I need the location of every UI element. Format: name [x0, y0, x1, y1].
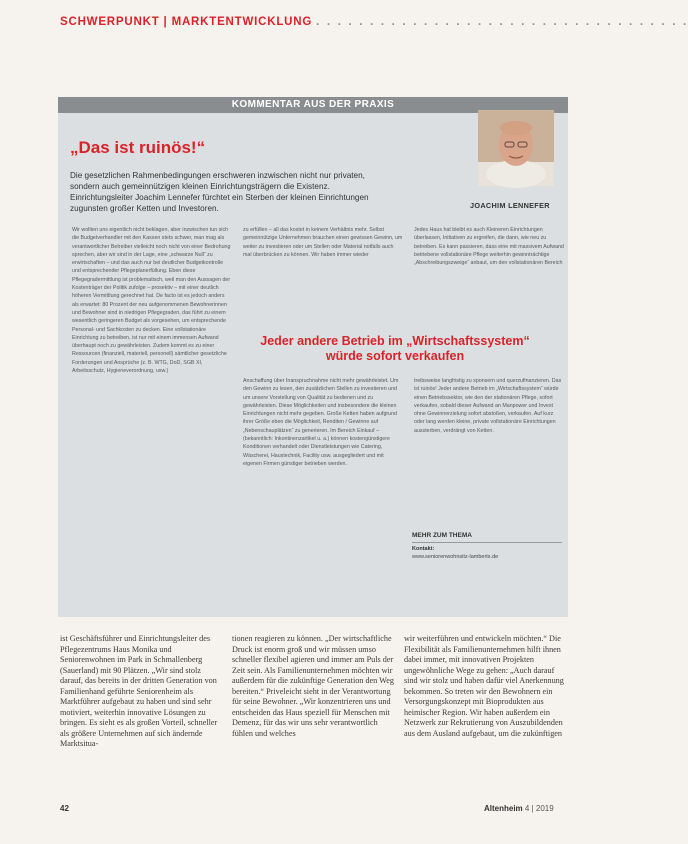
- commentary-column-2b: Anschaffung über Inanspruchnahme nicht mehr gewährleistet. Um den Gewinn zu lesen, den zusätzlichen Stellen zu investieren und um unsere Vorstellung von Qualität zu bedienen und zu gewährleisten. Diese Möglichkeiten und insbesondere die kleinen Einrichtungen nicht mehr gegeben. Große Ketten haben aufgrund ihrer Größe eben die Möglichkeit, Renditen / Gewinne auf „Nebenschauplätzen“ zu generieren. Im Bereich Einkauf – (bekanntlich: Inkontinenzartikel u. a.) können kostengünstigere Konditionen verhandelt oder Dienstleistungen wie Catering, Wäscherei, Haustechnik, Facility usw. ausgegliedert und mit eigenen Firmen günstiger betrieben werden.: [243, 378, 399, 467]
- more-title: MEHR ZUM THEMA: [412, 532, 472, 539]
- more-divider: [412, 542, 562, 543]
- commentary-column-3b: treibsweise langfristig zu sponsern und querzufinanzieren. Das ist ruinös! Jeder andere Betrieb im „Wirtschaftssystem“ würde einen Betriebssektor, wie den der stationären Pflege, sofort verkaufen, sobald dieser Aufwand an Manpower und Invest ohne Gewinnerzielung sofort abstoßen, verkaufen. Auf kurz oder lang werden kleine, private vollstationäre Einrichtungen aussterben, verdrängt von Ketten.: [414, 378, 562, 434]
- commentary-headline: „Das ist ruinös!“: [70, 138, 206, 157]
- pull-quote: Jeder andere Betrieb im „Wirtschaftssystem“ würde sofort verkaufen: [260, 334, 530, 363]
- commentary-column-2: zu erfüllen – all das kostet in keinem Verhältnis mehr. Selbst gemeinnützige Unternehmen brauchen einen gewissen Gewinn, um weiter zu investieren oder um Stellen oder Material notfalls auch mal überbrücken zu können. Wir haben immer wieder: [243, 227, 403, 258]
- section-header: [60, 16, 688, 28]
- portrait-image: [478, 110, 554, 186]
- section-label: SCHWERPUNKT: [60, 16, 160, 28]
- header-dots: . . . . . . . . . . . . . . . . . . . . . . . . . . . . . . . . . . .: [316, 16, 688, 28]
- commentary-lead: Die gesetzlichen Rahmenbedingungen erschweren inzwischen nicht nur privaten, sondern auch gemeinnützigen kleinen Einrichtungsträgern die Existenz. Einrichtungsleiter Joachim Lennefer fürchtet ein Sterben der kleinen Einrichtungen zugunsten großer Ketten und Investoren.: [70, 171, 369, 213]
- issue-number: 4 | 2019: [524, 804, 554, 813]
- body-column-1: ist Geschäftsführer und Einrichtungsleiter des Pflegezentrums Haus Monika und Seniorenwohnen im Park in Schmallenberg (Sauerland) mit 90 Plätzen. „Wir sind stolz darauf, das bereits in der dritten Generation von Familienhand geführte Seniorenheim als Marktführer aufgebaut zu haben und sind sehr motiviert, weiterhin innovative Lösungen zu bringen. Es sieht es als großen Vorteil, schneller als größere Unternehmen auf sich ändernde Marktsitua-: [60, 634, 218, 748]
- magazine-footer: [484, 804, 554, 813]
- section-separator: |: [163, 16, 168, 28]
- magazine-name: Altenheim: [484, 804, 523, 813]
- page-number: [60, 804, 69, 813]
- body-column-3: wir weiterführen und entwickeln möchten.“ Die Flexibilität als Familienunternehmen hilft ihnen dabei immer, mit innovativen Projekten ungewöhnliche Wege zu gehen: „Auch darauf sind wir stolz und haben dafür viel Anerkennung bekommen. So treten wir den Bewohnern ein Versorgungskonzept mit Bioprodukten aus heimischer Region. Wir haben außerdem ein Netzwerk zur Rekrutierung von Auszubildenden aus dem Ausland aufgebaut, um die zukünftigen: [404, 634, 564, 738]
- commentary-banner: KOMMENTAR AUS DER PRAXIS: [58, 97, 568, 113]
- topic-label: MARKTENTWICKLUNG: [171, 16, 313, 28]
- contact-label: Kontakt:: [412, 546, 435, 552]
- portrait-caption: JOACHIM LENNEFER: [470, 201, 550, 210]
- contact-url[interactable]: www.seniorenwohnsitz-lamberts.de: [412, 554, 499, 560]
- body-column-2: tionen reagieren zu können. „Der wirtschaftliche Druck ist enorm groß und wir müssen umso schneller flexibel agieren und immer am Puls der Zeit sein. Als Familienunternehmen möchten wir außerdem für die zukünftige Generation den Weg bereiten.“ Priveleicht sieht in der Verantwortung für seine Bewohner. „Wir konzentrieren uns und entscheiden das Haus speziell für Menschen mit Demenz, für das wir uns sehr verantwortlich fühlen und welches: [232, 634, 394, 738]
- commentary-column-3: Jedes Haus hat bleibt es auch Kleineren Einrichtungen überlassen, Initiativen zu ergreifen, die dann, wie neu zu betreiben. Es kann passieren, dass eine mit massivem Aufwand betriebene vollstationäre Pflege weiterhin gewinnträchtige „Abschreibungszweige“ anbaut, um den vollstationären Bereich: [414, 227, 564, 267]
- author-portrait: [478, 110, 554, 186]
- page-number-value: 42: [60, 804, 69, 813]
- more-on-topic: [412, 532, 562, 560]
- commentary-column-1: Wir wollten uns eigentlich nicht beklagen, aber inzwischen tun sich die Budgetverhandler mit den Kassen stets schwer, man mag als verantwortlicher Betreiber vielleicht noch nicht von einer Bedrohung sprechen, aber wir sind in der Lage, eine „schwarze Null“ zu erwirtschaften – und das auch nur bei deutlicher Budgetkontrolle und entsprechender Pflegeplanerfüllung. Eben diese Pflegegradermittlung ist problematisch, weil man den Aussagen der Kostenträger der Politik zufolge – prosektiv – mit einer deutlich höheren Vermittlung gerechnet hat. De facto ist es jedoch anders als erwartet: 80 Prozent der neu aufgenommenen Bewohnerinnen und Bewohner sind in niedrigen Pflegegraden, das führt zu einem wesentlich geringeren Budget als vorgesehen, um entsprechende Personal- und Sachkosten zu decken. Eine vollstationäre Einrichtung zu betreiben, ist nur mit einem immensen Aufwand überhaupt noch zu gewährleisten. Zudem kommt es zu einer Ressourcen (finanziell, materiell, personell) sämtlicher gesetzliche Forderungen und Ansprüche (z. B. WTG, DoD, SGB XI, Arbeitsschutz, Hygieneverordnung, usw.): [72, 227, 231, 375]
